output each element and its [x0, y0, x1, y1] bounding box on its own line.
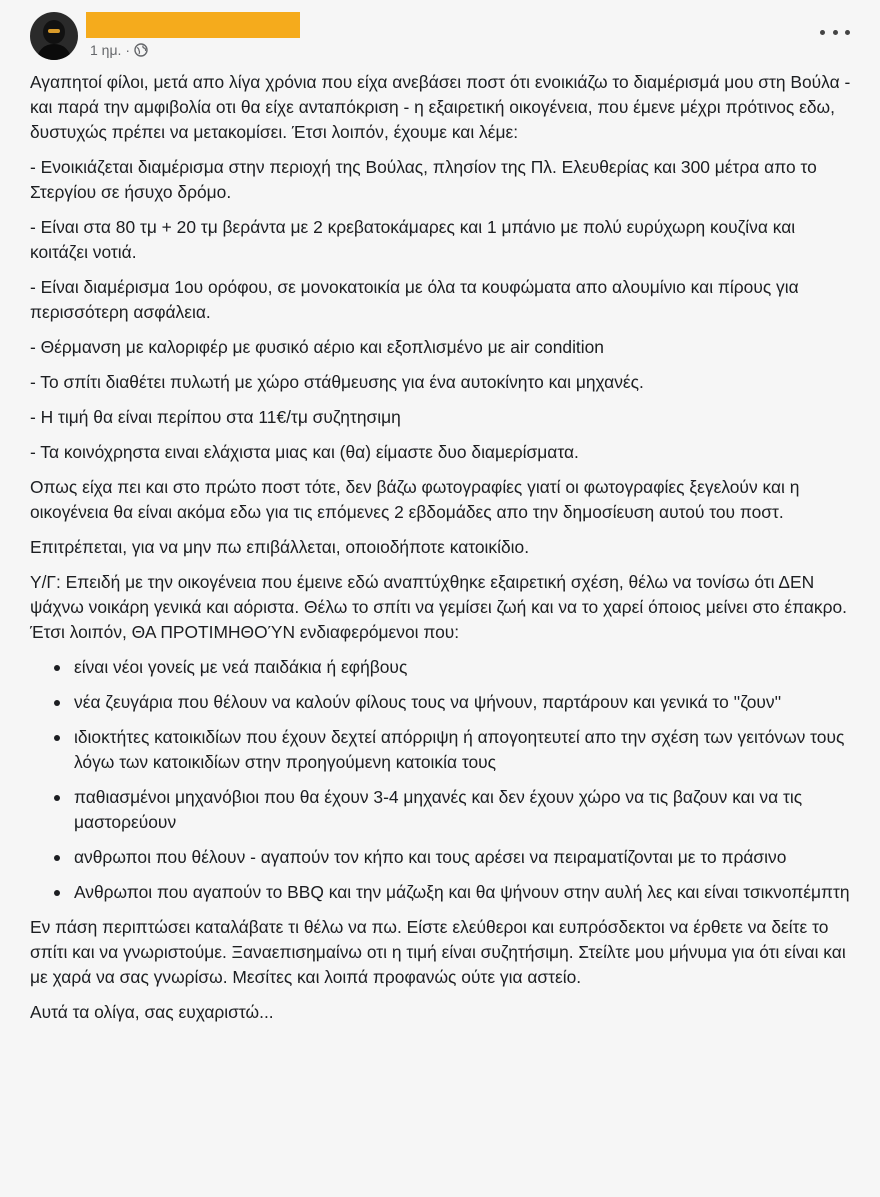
avatar-silhouette-icon — [30, 12, 78, 60]
dash-item: - Είναι διαμέρισμα 1ου ορόφου, σε μονοκατοικία με όλα τα κουφώματα απο αλουμίνιο και πίρους για περισσότερη ασφάλεια. — [30, 277, 799, 322]
intro-paragraph: Αγαπητοί φίλοι, μετά απο λίγα χρόνια που είχα ανεβάσει ποστ ότι ενοικιάζω το διαμέρισμά μου στη Βούλα - και παρά την αμφιβολία οτι θα είχε ανταπόκριση - η εξαιρετική οικογένεια, που έμενε μέχρι πρότινος εδω, δυστυχώς πρέπει να μετακομίσει. Έτσι λοιπόν, έχουμε και λέμε: — [30, 72, 851, 142]
globe-icon[interactable] — [134, 43, 148, 57]
list-item: Ανθρωποι που αγαπούν το BBQ και την μάζωξη και θα ψήνουν στην αυλή λες και είναι τσικνοπέμπτη — [52, 880, 852, 905]
closing-paragraph: Εν πάση περιπτώσει καταλάβατε τι θέλω να πω. Είστε ελεύθεροι και ευπρόσδεκτοι να έρθετε να δείτε το σπίτι και να γνωριστούμε. Ξαναεπισημαίνω οτι η τιμή είναι συζητήσιμη. Στείλτε μου μήνυμα για ότι είναι και με χαρά να σας γνωρίσω. Μεσίτες και λοιπά προφανώς ούτε για αστείο. — [30, 917, 846, 987]
ps-paragraph: Υ/Γ: Επειδή με την οικογένεια που έμεινε εδώ αναπτύχθηκε εξαιρετική σχέση, θέλω να τονίσω ότι ΔΕΝ ψάχνω νοικάρη γενικά και αόριστα. Θέλω το σπίτι να γεμίσει ζωή και να το χαρεί όποιος μείνει στο έπακρο. Έτσι λοιπόν, ΘΑ ΠΡΟΤΙΜΗΘΟΎΝ ενδιαφερόμενοι που: — [30, 572, 847, 642]
avatar[interactable] — [30, 12, 78, 60]
dash-item: - Είναι στα 80 τμ + 20 τμ βεράντα με 2 κρεβατοκάμαρες και 1 μπάνιο με πολύ ευρύχωρη κουζίνα και κοιτάζει νοτιά. — [30, 217, 796, 262]
post-header — [30, 12, 850, 68]
post-meta — [90, 42, 148, 58]
meta-separator: · — [125, 42, 131, 58]
dash-item: - Το σπίτι διαθέτει πυλωτή με χώρο στάθμευσης για ένα αυτοκίνητο και μηχανές. — [30, 372, 644, 392]
dash-item: - Ενοικιάζεται διαμέρισμα στην περιοχή της Βούλας, πλησίον της Πλ. Ελευθερίας και 300 μέτρα απο το Στεργίου σε ήσυχο δρόμο. — [30, 157, 817, 202]
list-item: νέα ζευγάρια που θέλουν να καλούν φίλους τους να ψήνουν, παρτάρουν και γενικά το ''ζουν'' — [52, 690, 852, 715]
preference-list — [30, 655, 852, 905]
list-item: παθιασμένοι μηχανόβιοι που θα έχουν 3-4 μηχανές και δεν έχουν χώρο να τις βαζουν και να τις μαστορεύουν — [52, 785, 852, 835]
list-item: είναι νέοι γονείς με νεά παιδάκια ή εφήβους — [52, 655, 852, 680]
list-item: ιδιοκτήτες κατοικιδίων που έχουν δεχτεί απόρριψη ή απογοητευτεί απο την σχέση των γειτόνων τους λόγω των κατοικιδίων στην προηγούμενη κατοικία τους — [52, 725, 852, 775]
author-name-redacted[interactable] — [86, 12, 300, 38]
more-options-icon[interactable] — [820, 22, 850, 42]
list-item: ανθρωποι που θέλουν - αγαπούν τον κήπο και τους αρέσει να πειραματίζονται με το πράσινο — [52, 845, 852, 870]
photos-paragraph: Οπως είχα πει και στο πρώτο ποστ τότε, δεν βάζω φωτογραφίες γιατί οι φωτογραφίες ξεγελούν και η οικογένεια θα είναι ακόμα εδω για τις επόμενες 2 εβδομάδες απο την δημοσίευση αυτού του ποστ. — [30, 477, 800, 522]
dash-item: - Θέρμανση με καλοριφέρ με φυσικό αέριο και εξοπλισμένο με air condition — [30, 337, 604, 357]
dash-item: - Τα κοινόχρηστα ειναι ελάχιστα μιας και (θα) είμαστε δυο διαμερίσματα. — [30, 442, 579, 462]
post-body — [30, 70, 852, 1035]
signoff: Αυτά τα ολίγα, σας ευχαριστώ... — [30, 1002, 274, 1022]
dash-item: - Η τιμή θα είναι περίπου στα 11€/τμ συζητησιμη — [30, 407, 401, 427]
post-timestamp[interactable]: 1 ημ. — [90, 42, 122, 58]
pets-paragraph: Επιτρέπεται, για να μην πω επιβάλλεται, οποιοδήποτε κατοικίδιο. — [30, 537, 530, 557]
